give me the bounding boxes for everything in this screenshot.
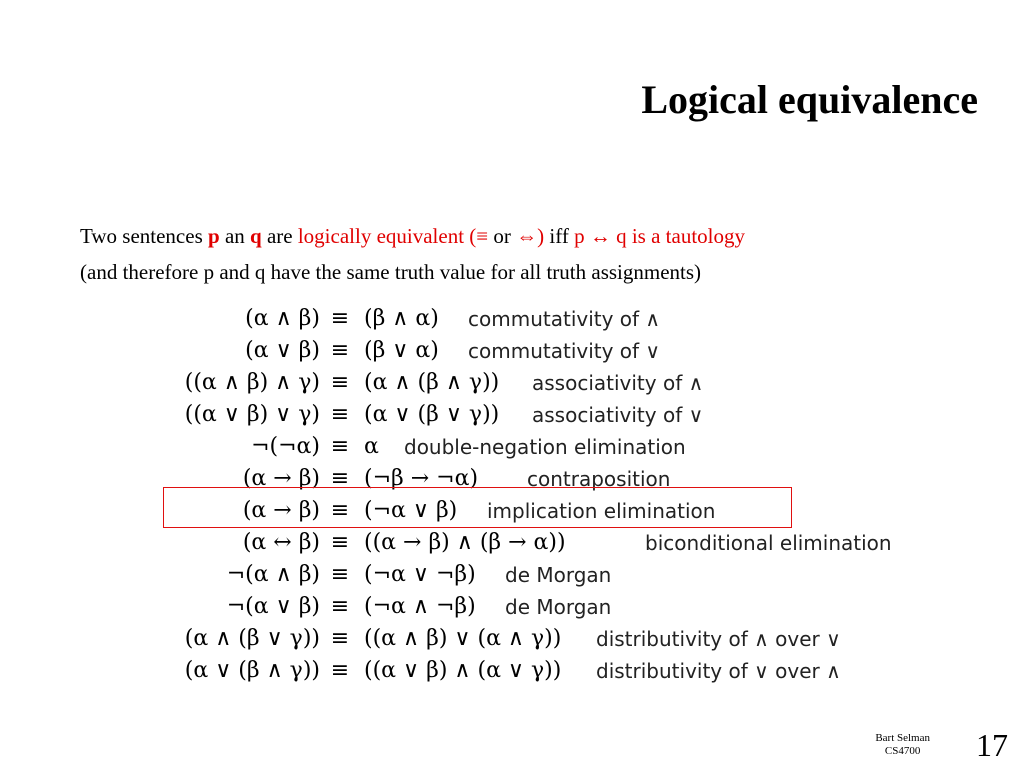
equivalence-row <box>0 431 1000 463</box>
equivalence-rhs: (α ∨ (β ∨ γ)) <box>364 402 500 427</box>
equivalence-rhs: (β ∧ α) <box>364 306 439 331</box>
term-logically-equivalent: logically equivalent (≡ <box>297 224 494 248</box>
equivalence-row <box>0 623 1000 655</box>
intro-are: are <box>261 224 298 248</box>
equivalence-rhs: ((α → β) ∧ (β → α)) <box>364 530 566 555</box>
equivalence-name: double-negation elimination <box>404 435 686 459</box>
equivalence-row <box>0 559 1000 591</box>
equivalence-rhs: (α ∧ (β ∧ γ)) <box>364 370 500 395</box>
equivalence-lhs: (α ∨ β) <box>245 338 320 363</box>
equivalence-symbol: ≡ <box>330 562 350 587</box>
equivalence-name: biconditional elimination <box>645 531 892 555</box>
equivalence-symbol: ≡ <box>330 594 350 619</box>
equivalence-symbol: ≡ <box>330 626 350 651</box>
equivalence-name: distributivity of ∧ over ∨ <box>596 627 841 651</box>
equivalence-rhs: (¬α ∨ β) <box>364 498 458 523</box>
highlight-box <box>163 487 792 528</box>
equivalence-rhs: ((α ∧ β) ∨ (α ∧ γ)) <box>364 626 562 651</box>
equivalence-name: de Morgan <box>505 595 612 619</box>
equivalence-lhs: ((α ∨ β) ∨ γ) <box>184 402 320 427</box>
equivalence-symbol: ≡ <box>330 466 350 491</box>
equivalence-name: associativity of ∨ <box>532 403 704 427</box>
intro-an: an <box>219 224 251 248</box>
equivalence-rhs: (¬β → ¬α) <box>364 466 479 491</box>
equivalence-row <box>0 527 1000 559</box>
equivalence-lhs: (α → β) <box>242 466 320 491</box>
equivalence-name: associativity of ∧ <box>532 371 704 395</box>
definition-line <box>80 224 745 249</box>
equivalence-name: de Morgan <box>505 563 612 587</box>
footer-course: CS4700 <box>884 745 921 757</box>
equivalence-lhs: (α ∧ β) <box>245 306 320 331</box>
equivalence-name: commutativity of ∧ <box>468 307 661 331</box>
equivalence-row <box>0 303 1000 335</box>
footer-author: Bart Selman <box>875 732 930 744</box>
equivalence-rhs: (¬α ∨ ¬β) <box>364 562 476 587</box>
equivalence-name: contraposition <box>527 467 671 491</box>
equivalence-name: implication elimination <box>487 499 716 523</box>
var-q: q <box>250 224 262 248</box>
equivalence-lhs: (α ↔ β) <box>242 530 320 555</box>
equivalence-symbol: ≡ <box>330 306 350 331</box>
equivalence-rhs: α <box>364 434 379 459</box>
equivalence-rhs: (β ∨ α) <box>364 338 439 363</box>
equivalence-lhs: (α → β) <box>242 498 320 523</box>
equivalence-symbol: ≡ <box>330 338 350 363</box>
footer <box>875 732 930 758</box>
equivalence-lhs: ((α ∧ β) ∧ γ) <box>184 370 320 395</box>
equivalence-lhs: ¬(¬α) <box>251 434 320 459</box>
intro-or: or <box>493 224 511 248</box>
equivalence-symbol: ≡ <box>330 530 350 555</box>
equivalence-symbol: ≡ <box>330 658 350 683</box>
equivalence-lhs: (α ∨ (β ∧ γ)) <box>184 658 320 683</box>
equivalence-rhs: (¬α ∧ ¬β) <box>364 594 476 619</box>
equivalence-lhs: ¬(α ∨ β) <box>226 594 320 619</box>
var-p: p <box>208 224 220 248</box>
equivalence-lhs: (α ∧ (β ∨ γ)) <box>184 626 320 651</box>
equivalence-name: distributivity of ∨ over ∧ <box>596 659 841 683</box>
equivalence-rhs: ((α ∨ β) ∧ (α ∨ γ)) <box>364 658 562 683</box>
equivalence-symbol: ≡ <box>330 370 350 395</box>
iff-symbol: ⇔) <box>510 224 545 248</box>
equivalence-symbol: ≡ <box>330 434 350 459</box>
equivalence-row <box>0 655 1000 687</box>
slide-title: Logical equivalence <box>641 77 978 122</box>
equivalence-lhs: ¬(α ∧ β) <box>226 562 320 587</box>
equivalence-row <box>0 399 1000 431</box>
page-number: 17 <box>976 727 1008 763</box>
intro-iff: iff <box>544 224 575 248</box>
equivalence-row <box>0 335 1000 367</box>
equivalence-symbol: ≡ <box>330 402 350 427</box>
intro-text: Two sentences <box>80 224 208 248</box>
equivalence-symbol: ≡ <box>330 498 350 523</box>
explanation-line: (and therefore p and q have the same truth value for all truth assignments) <box>80 260 702 284</box>
equivalence-name: commutativity of ∨ <box>468 339 661 363</box>
tautology-condition: p ↔ q is a tautology <box>574 224 745 248</box>
equivalence-row <box>0 591 1000 623</box>
equivalence-row <box>0 367 1000 399</box>
